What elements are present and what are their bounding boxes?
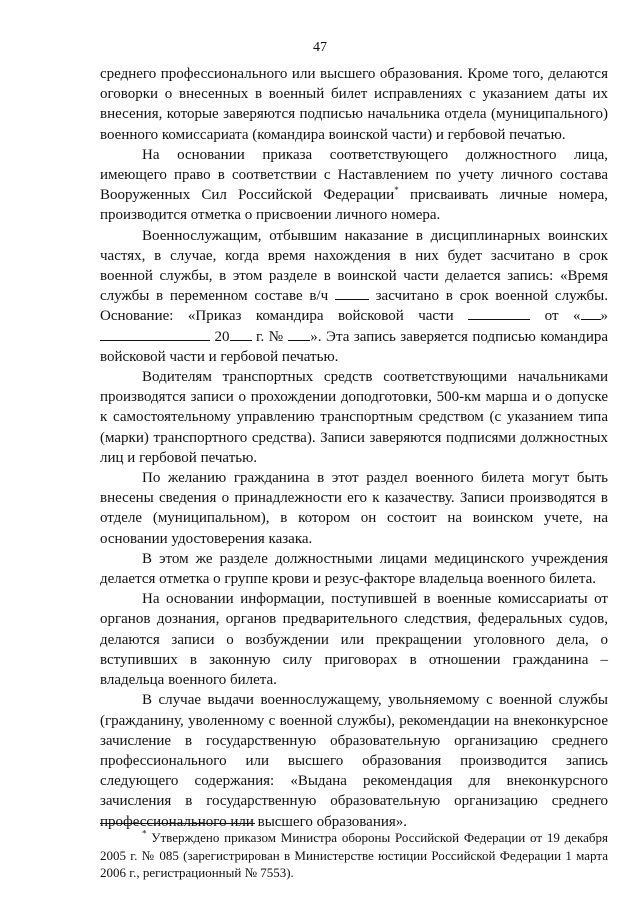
disciplinary-text-2: засчитано в срок военной службы. Основание: «Приказ командира войсковой части — [100, 288, 608, 325]
footnote-lead — [100, 830, 147, 845]
disciplinary-text-1: Военнослужащим, отбывшим наказание в дисциплинарных воинских частях, в случае, когда время нахождения в них будет засчитано в срок военной службы, в этом разделе в воинской части делается запись: «Время службы в переменном составе в/ч — [100, 227, 608, 305]
footnote-text: Утверждено приказом Министра обороны Российской Федерации от 19 декабря 2005 г. № 085 (зарегистрирован в Министерстве юстиции Российской Федерации 1 марта 2006 г., регистрационный № 7553). — [100, 830, 608, 880]
disciplinary-text-6: г. № — [251, 328, 289, 345]
footnote — [100, 829, 608, 882]
paragraph-personal-number-part1: На основании приказа соответствующего должностного лица, имеющего право в соответствии с Наставлением по учету личного состава Вооруженных Сил Российской Федерации — [100, 146, 608, 204]
blank-order-number — [288, 328, 310, 341]
footnote-mark: * — [142, 828, 147, 839]
disciplinary-text-5: 20 — [210, 328, 230, 345]
paragraph-drivers: Водителям транспортных средств соответствующими начальниками производятся записи о прохождении доподготовки, 500-км марша и о допуске к самостоятельному управлению транспортным средством (с указанием типа (марки) транспортного средства). Записи заверяются подписями должностных лиц и гербовой печатью. — [100, 369, 608, 466]
paragraph-disciplinary-units — [100, 226, 608, 367]
disciplinary-text-4: » — [600, 308, 609, 325]
disciplinary-text-7: ». Эта запись заверяется подписью командира войсковой части и гербовой печатью. — [100, 328, 608, 365]
paragraph-criminal-cases: На основании информации, поступившей в военные комиссариаты от органов дознания, органов предварительного следствия, федеральных судов, делаются записи о возбуждении или прекращении уголовного дела, о вступивших в законную силу приговорах в отношении гражданина – владельца военного билета. — [100, 591, 608, 689]
paragraph-personal-number-part2: присваивать личные номера, производится отметка о присвоении личного номера. — [100, 187, 608, 224]
footnote-reference-mark: * — [394, 185, 399, 196]
disciplinary-text-3: от « — [530, 308, 581, 325]
paragraph-diploma-notes: среднего профессионального или высшего образования. Кроме того, делаются оговорки о внесенных в военный билет исправлениях с указанием даты их внесения, которые заверяются подписью начальника отдела (муниципального) военного комиссариата (командира воинской части) и гербовой печатью. — [100, 66, 608, 143]
blank-unit-name — [468, 307, 530, 320]
blank-unit-number — [335, 287, 369, 300]
blank-year — [230, 328, 252, 341]
blank-day — [581, 307, 601, 320]
paragraph-cossacks: По желанию гражданина в этот раздел военного билета могут быть внесены сведения о принадлежности его к казачеству. Записи производятся в отделе (муниципальном), в котором он состоит на воинском учете, на основании удостоверения казака. — [100, 470, 608, 547]
paragraph-personal-number — [100, 145, 608, 226]
page-number: 47 — [313, 40, 327, 55]
paragraph-recommendation: В случае выдачи военнослужащему, увольняемому с военной службы (гражданину, уволенному с военной службы), рекомендации на внеконкурсное зачисление в государственную образовательную организацию среднего профессионального или высшего образования производится запись следующего содержания: «Выдана рекомендация для внеконкурсного зачисления в государственную образовательную организацию среднего профессионального или высшего образования». — [100, 692, 608, 830]
body-text — [100, 64, 608, 832]
footnote-separator — [100, 823, 255, 824]
blank-month — [100, 328, 210, 341]
paragraph-blood-group: В этом же разделе должностными лицами медицинского учреждения делается отметка о группе крови и резус-факторе владельца военного билета. — [100, 550, 608, 588]
